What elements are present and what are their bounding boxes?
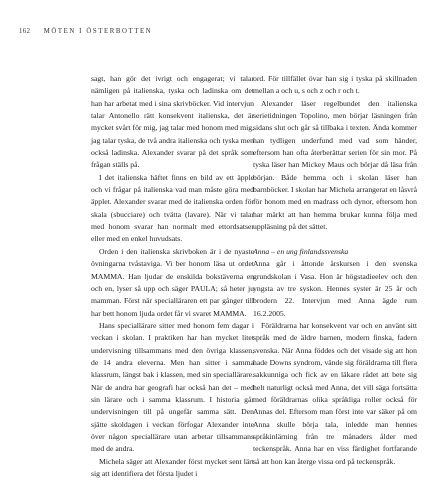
running-title: MÖTEN I ÖSTERBOTTEN [43, 28, 153, 35]
paragraph: Orden i den italienska skrivboken är i de nyaste övningarna tvåstaviga. Vi ber honom läsa ut ordet MAMMA. Han ljudar de enskilda bokstäverna en och en, lyser så upp och säger PAULA; så heter ju mamman. Först när specialläraren ett par gånger till har bett honom ljuda ordet får vi svaret MAMMA. [91, 246, 254, 318]
paragraph: Alexander läser regelbundet den italienska serietidningen Topolino, men börjar läsningen från sidans slut och går så tillbaka i texten. Ända kommer han tydligen underfund med vad som händer, eftersom han ofta återberättar serien för sin mor. På tyska läser han Mickey Maus och börjar då läsa från början. Både hemma och i skolan läser han barnböcker. I skolan har Michela arrangerat en låsvrå för honom med en madrass och dynor, eftersom hon har märkt att han hemma brukar kunna följa med uppläsning på det sättet. [253, 98, 417, 232]
paragraph: I det italienska häftet finns en bild av ett äpple och vi frågar på italienska vad man måste göra med äpplet. Alexander svarar med de italienska orden för skala (sbucciare) och tvätta (lavare). När vi talar med honom svarar han normalt med ettordsatser eller med en enkel huvudsats. [91, 172, 254, 244]
right-column [253, 73, 417, 468]
paragraph: Anna går i åttonde årskursen i den svenska grundskolan i Vasa. Hon är högstadieelev och den yngsta av tre syskon. Hennes syster är 25 år och brodern 22. Intervjun med Anna ägde rum 16.2.2005. [253, 259, 417, 318]
left-column [91, 73, 254, 480]
section-spacer [253, 233, 417, 245]
running-header [19, 28, 410, 35]
paragraph: Föräldrarna har konsekvent var och en använt sitt språk med de äldre barnen, modern finska, fadern svenska. När Anna föddes och det visade sig att hon hade Downs syndrom, vände sig föräldrarna till flera sakkunniga och fick av en läkare rådet att bete sig helt naturligt också med Anna, det vill säga fortsätta med föräldrarnas olika språkliga roller också för Annas del. Eftersom man först inte var säker på om Anna skulle börja tala, inledde man hennes språkinlärning från tre månaders ålder med teckenspråk. Anna har en viss färdighet fortfarande så att hon kan återge vissa ord på teckenspråk. [253, 320, 417, 466]
section-heading: Anna – en ung finlandssvenska [253, 246, 349, 256]
paragraph: Hans speciallärare sitter med honom fem dagar i veckan i skolan. I praktiken har han mycket litet undervisning tillsammans med den övriga klassen, de 14 andra eleverna. Men han sitter i samma klassrum, längst bak i klassen, med sin speciallärare. När de andra har geografi har också han det – med sin lärare och i samma klassrum. I historia går undervisningen till på ungefär samma sätt. Den sjätte skoldagen i veckan förfogar Alexander inte över någon speciallärare utan arbetar tillsammans med de andra. [91, 320, 254, 454]
paragraph: ord. För tillfället övar han sig i tyska på skillnaden mellan a och u, s och z och r och t. [253, 74, 417, 96]
paragraph: sagt, han gör det ivrigt och engagerat; vi talar nämligen på italienska, tyska och ladinska om det han har arbetat med i sina skrivböcker. Vid intervjun talar Antonello rätt konsekvent italienska, det är mycket svårt för mig, jag talar med honom med mig, jag talar tyska, de två andra italienska och tyska men också ladinska. Alexander svarar på det språk som frågan ställs på. [91, 74, 254, 170]
paragraph: Michela säger att Alexander först mycket sent lärt sig att identifiera det första ljudet i [91, 456, 254, 478]
page-number: 162 [19, 28, 31, 35]
